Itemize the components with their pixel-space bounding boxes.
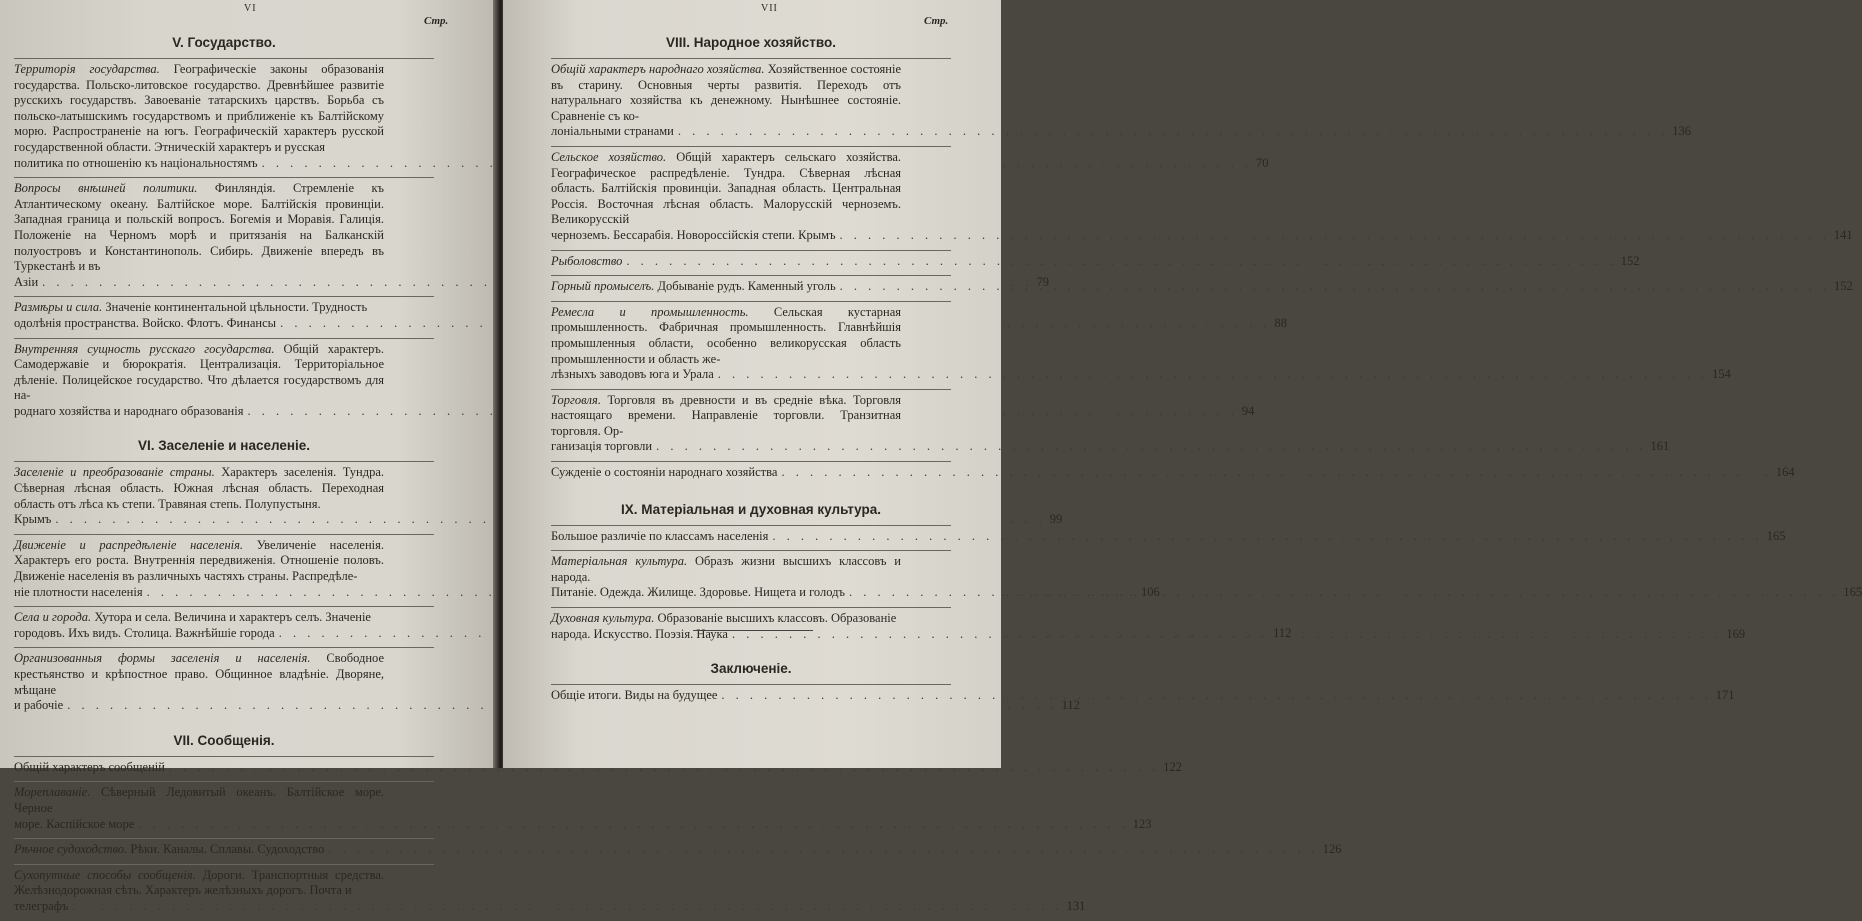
dot-leader [781, 465, 1771, 481]
dot-leader [840, 279, 1830, 295]
entry-last-line: Общіе итоги. Виды на будущее [551, 688, 718, 703]
entry-section-name: Сухопутные способы сообщенія. [14, 867, 196, 882]
page-number: 141 [1833, 227, 1853, 242]
entry-description: Торговля въ древности и въ средніе вѣка. Торговля настоящаго времени. Направленіе торговли. Транзитная торговля. Ор- [551, 392, 902, 438]
page-number: 164 [1775, 465, 1795, 480]
entry-description: Сельская кустарная промышленность. Фабричная промышленность. Главнѣйшія промышленныя области, особенно великорусская область промышленности и область же- [551, 304, 901, 366]
entry-last-line: Рѣки. Каналы. Сплавы. Судоходство [130, 842, 325, 857]
entry-description: Образованіе высшихъ классовъ. Образованіе [657, 611, 897, 626]
entry-description: Характеръ заселенія. Тундра. Сѣверная лѣсная область. Южная лѣсная область. Переходная область отъ лѣса къ степи. Травяная степь. Полупустыня. [14, 465, 384, 511]
entry-section-name: Движеніе и распредѣленіе населенія. [14, 537, 244, 552]
toc-entry[interactable] [14, 782, 1152, 838]
entry-description: Финляндія. Стремленіе къ Атлантическому океану. Балтійское море. Балтійскія провинціи. Западная граница и польскій вопросъ. Богемія и Моравія. Галиція. Положеніе на Черномъ морѣ и притязанія на Балканскій полуостровъ и Константинополь. Сибирь. Движеніе впередъ въ Туркестанѣ и въ [14, 181, 385, 274]
page-number: 165 [1766, 528, 1786, 543]
entry-section-name: Территорія государства. [14, 62, 160, 76]
page-number: 161 [1650, 439, 1670, 454]
page-number: 131 [1066, 898, 1086, 913]
entry-last-line: одолѣнія пространства. Войско. Флотъ. Финансы [14, 315, 277, 330]
entry-last-line: народа. Искусство. Поэзія. Наука [551, 626, 728, 641]
page-number: 152 [1620, 253, 1640, 268]
entry-description: Хозяйственное состояніе въ старину. Основныя черты развитія. Переходъ отъ натуральнаго хозяйства къ денежному. Нынѣшнее состояніе. Сравненіе съ ко- [551, 62, 902, 123]
entry-section-name: Села и города. [14, 610, 92, 625]
page-number: 112 [1273, 625, 1292, 640]
chapter-title: IX. Матеріальная и духовная культура. [621, 501, 881, 517]
entry-description: Хутора и села. Величина и характеръ селъ. Значеніе [94, 610, 371, 625]
page-number: 136 [1672, 124, 1691, 139]
toc-entry[interactable] [551, 526, 1786, 551]
entry-last-line: лѣзныхъ заводовъ юга и Урала [551, 367, 714, 382]
toc-entry[interactable] [14, 839, 1342, 864]
entry-description: Дороги. Транспортныя средства. Желѣзнодорожная сѣть. Характеръ желѣзныхъ дорогъ. Почта и [14, 867, 385, 898]
entry-last-line: Рыболовство [551, 253, 623, 268]
entry-description: Значеніе континентальной цѣльности. Трудность [105, 300, 368, 315]
dot-leader [626, 254, 1616, 270]
entry-section-name: Внутренняя сущность русскаго государства. [14, 341, 275, 356]
dot-leader [732, 627, 1722, 643]
entry-description: Сѣверный Ледовитый океанъ. Балтійское море. Черное [14, 785, 384, 815]
page-number: 123 [1132, 816, 1152, 831]
entry-last-line: лоніальными странами [551, 124, 674, 139]
page-number: 122 [1163, 759, 1183, 774]
page-number: 165 [1843, 585, 1862, 600]
toc-entry[interactable] [551, 462, 1795, 487]
entry-section-name: Горный промыселъ. [551, 279, 655, 294]
page-number: 106 [1140, 584, 1160, 599]
right-page-column-label: Стр. [924, 15, 949, 27]
entry-last-line: ганизація торговли [551, 439, 653, 454]
entry-description: Географическіе законы образованія государства. Польско-литовское государство. Древнѣйшее развитіе русскихъ государствъ. Завоеваніе татарскихъ царствъ. Борьба съ польско-латышскимъ государствомъ и приближеніе къ Балтійскому морю. Распространеніе на югъ. Географическій характеръ русской государственной области. Этническій характеръ и русская [14, 62, 385, 154]
dot-leader [138, 817, 1128, 833]
entry-last-line: Крымъ [14, 512, 52, 527]
entry-section-name: Мореплаваніе. [14, 785, 91, 800]
dot-leader [328, 842, 1318, 858]
entry-last-line: Азіи [14, 274, 39, 289]
entry-last-line: море. Каспійское море [14, 816, 135, 831]
page-number: 99 [1049, 512, 1063, 527]
entry-section-name: Духовная культура. [551, 611, 655, 626]
dot-leader [656, 439, 1646, 455]
page-number: 169 [1726, 626, 1746, 641]
entry-last-line: телеграфъ [14, 898, 69, 913]
page-number: 126 [1322, 842, 1342, 857]
chapter-title: VI. Заселеніе и населеніе. [137, 438, 311, 454]
closing-rule [693, 630, 813, 631]
entry-section-name: Вопросы внѣшней политики. [14, 181, 198, 196]
entry-section-name: Рѣчное судоходство. [14, 842, 128, 857]
dot-leader [849, 585, 1839, 601]
dot-leader [772, 529, 1762, 545]
toc-entry[interactable] [551, 59, 1691, 146]
entry-section-name: Организованныя формы заселенія и населенія. [14, 651, 311, 666]
entry-last-line: и рабочіе [14, 698, 64, 713]
entry-description: Свободное крестьянство и крѣпостное право. Общинное владѣніе. Дворяне, мѣщане [14, 651, 384, 697]
page-number: 79 [1036, 274, 1050, 289]
entry-section-name: Торговля. [551, 392, 601, 407]
page-number: 152 [1834, 279, 1853, 294]
entry-section-name: Матеріальная культура. [551, 554, 688, 569]
entry-last-line: черноземъ. Бессарабія. Новороссійскія степи. Крымъ [551, 227, 836, 242]
entry-last-line: Сужденіе о состояніи народнаго хозяйства [551, 465, 778, 480]
entry-section-name: Общій характеръ народнаго хозяйства. [551, 62, 765, 76]
chapter-title: VIII. Народное хозяйство. [666, 35, 836, 50]
entry-last-line: Добываніе рудъ. Каменный уголь [657, 279, 836, 294]
right-folio: VII [761, 3, 778, 14]
entry-last-line: Общій характеръ сообщеній [14, 759, 165, 774]
toc-entry[interactable] [14, 757, 1183, 782]
entry-last-line: политика по отношенію къ національностямъ [14, 155, 258, 170]
dot-leader [72, 899, 1062, 915]
chapter-title: VII. Сообщенія. [173, 732, 275, 748]
entry-last-line: ніе плотности населенія [14, 584, 143, 599]
page-number: 88 [1274, 315, 1287, 330]
dot-leader [721, 688, 1711, 704]
page-number: 112 [1061, 698, 1080, 713]
dot-leader [718, 367, 1708, 383]
toc-entry[interactable] [551, 251, 1640, 276]
dot-leader [678, 124, 1668, 140]
entry-last-line: городовъ. Ихъ видъ. Столица. Важнѣйшіе города [14, 625, 275, 640]
entry-section-name: Заселеніе и преобразованіе страны. [14, 465, 215, 480]
page-number: 171 [1715, 688, 1735, 703]
chapter-title: Заключеніе. [710, 661, 792, 677]
page-number: 70 [1255, 155, 1269, 170]
entry-section-name: Ремесла и промышленность. [551, 304, 749, 319]
entry-description: Общій характеръ сельскаго хозяйства. Географическое распредѣленіе. Тундра. Сѣверная лѣсная область. Балтійскія провинціи. Западная область. Центральная Россія. Восточная лѣсная область. Малорусскій черноземъ. Великорусскій [551, 149, 901, 227]
entry-last-line: роднаго хозяйства и народнаго образованія [14, 403, 244, 418]
dot-leader [840, 228, 1830, 244]
entry-section-name: Размѣры и сила. [14, 300, 103, 315]
toc-entry[interactable] [14, 865, 1086, 921]
entry-last-line: Большое различіе по классамъ населенія [551, 528, 769, 543]
left-page-column-label: Стр. [424, 15, 449, 27]
entry-description: Образъ жизни высшихъ классовъ и народа. [551, 554, 901, 584]
entry-last-line: Питаніе. Одежда. Жилище. Здоровье. Нищета и голодъ [551, 585, 845, 600]
entry-description: Увеличеніе населенія. Характеръ его роста. Внутреннія передвиженія. Отношеніе половъ. Движеніе населенія въ различныхъ частяхъ страны. Распредѣле- [14, 537, 384, 584]
entry-section-name: Сельское хозяйство. [551, 149, 667, 164]
entry-description: Общій характеръ. Самодержавіе и бюрократія. Централизація. Территоріальное дѣленіе. Полицейское государство. Что дѣлается государствомъ для на- [14, 341, 384, 403]
page-number: 154 [1712, 367, 1731, 382]
page-number: 94 [1241, 403, 1255, 418]
chapter-title: V. Государство. [172, 35, 276, 50]
left-folio: VI [244, 3, 257, 14]
